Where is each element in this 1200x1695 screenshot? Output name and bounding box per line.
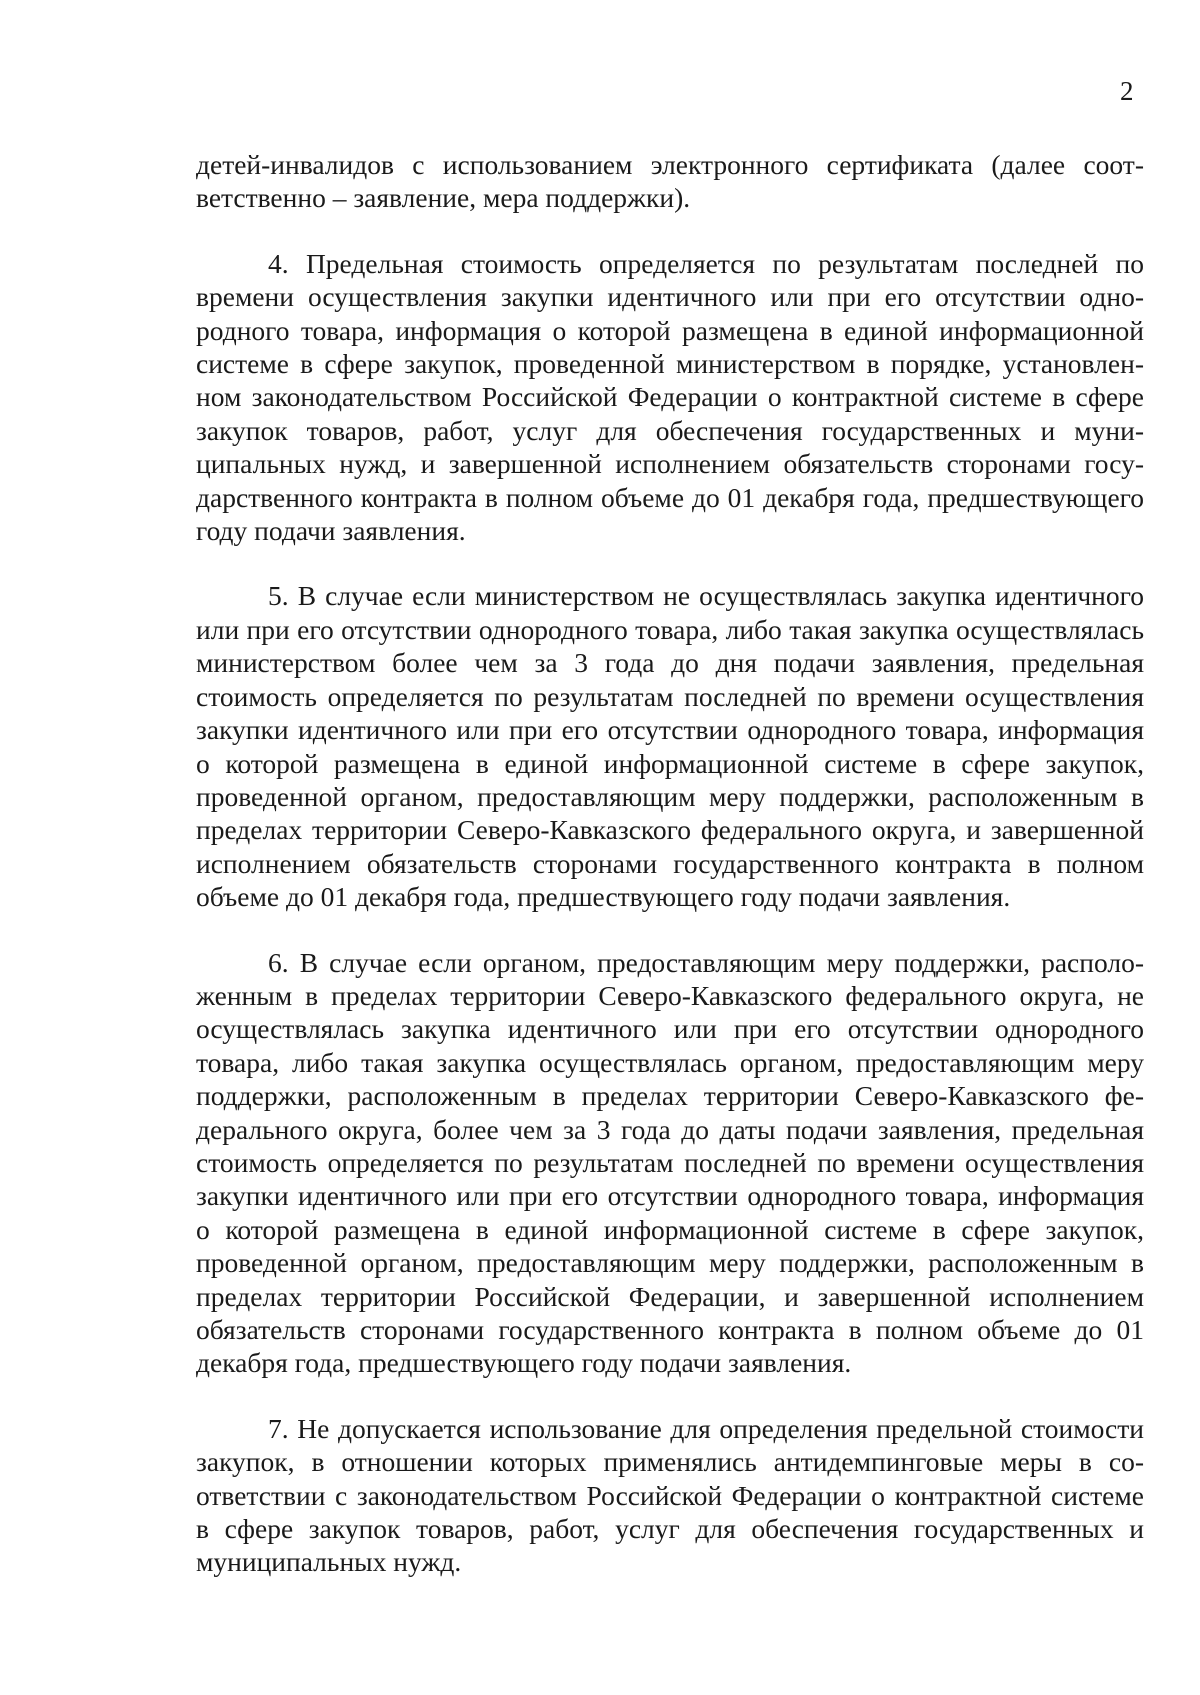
paragraph-item-4: 4. Предельная стоимость определяется по результатам последней по времени осуществления закупки идентичного или при его отсутствии однородного товара, информация о которой размещена в единой информационной системе в сфере закупок, проведенной министерством в порядке, установленном законодательством Российской Федерации о контрактной системе в сфере закупок товаров, работ, услуг для обеспечения государственных и муниципальных нужд, и завершенной исполнением обязательств сторонами государственного контракта в полном объеме до 01 декабря года, предшествующего году подачи заявления.: [196, 247, 1144, 547]
paragraph-item-7: 7. Не допускается использование для определения предельной стоимости закупок, в отношении которых применялись антидемпинговые меры в соответствии с законодательством Российской Федерации о контрактной системе в сфере закупок товаров, работ, услуг для обеспечения государственных и муниципальных нужд.: [196, 1412, 1144, 1578]
document-body: [196, 148, 1144, 1579]
paragraph-gap: [196, 215, 1144, 247]
paragraph-continuation: детей-инвалидов с использованием электронного сертификата (далее соответственно – заявление, мера поддержки).: [196, 149, 1144, 214]
paragraph-gap: [196, 547, 1144, 579]
page-number: 2: [1120, 76, 1134, 106]
paragraph-item-5: 5. В случае если министерством не осуществлялась закупка идентичного или при его отсутствии однородного товара, либо такая закупка осуществлялась министерством более чем за 3 года до дня подачи заявления, предельная стоимость определяется по результатам последней по времени осуществления закупки идентичного или при его отсутствии однородного товара, информация о которой размещена в единой информационной системе в сфере закупок, проведенной органом, предоставляющим меру поддержки, расположенным в пределах территории Северо-Кавказского федерального округа, и завершенной исполнением обязательств сторонами государственного контракта в полном объеме до 01 декабря года, предшествующего году подачи заявления.: [196, 580, 1144, 913]
paragraph-gap: [196, 1380, 1144, 1412]
paragraph-item-6: 6. В случае если органом, предоставляющим меру поддержки, расположенным в пределах территории Северо-Кавказского федерального округа, не осуществлялась закупка идентичного или при его отсутствии однородного товара, либо такая закупка осуществлялась органом, предоставляющим меру поддержки, расположенным в пределах территории Северо-Кавказского федерального округа, более чем за 3 года до даты подачи заявления, предельная стоимость определяется по результатам последней по времени осуществления закупки идентичного или при его отсутствии однородного товара, информация о которой размещена в единой информационной системе в сфере закупок, проведенной органом, предоставляющим меру поддержки, расположенным в пределах территории Российской Федерации, и завершенной исполнением обязательств сторонами государственного контракта в полном объеме до 01 декабря года, предшествующего году подачи заявления.: [196, 946, 1144, 1379]
paragraph-gap: [196, 914, 1144, 946]
